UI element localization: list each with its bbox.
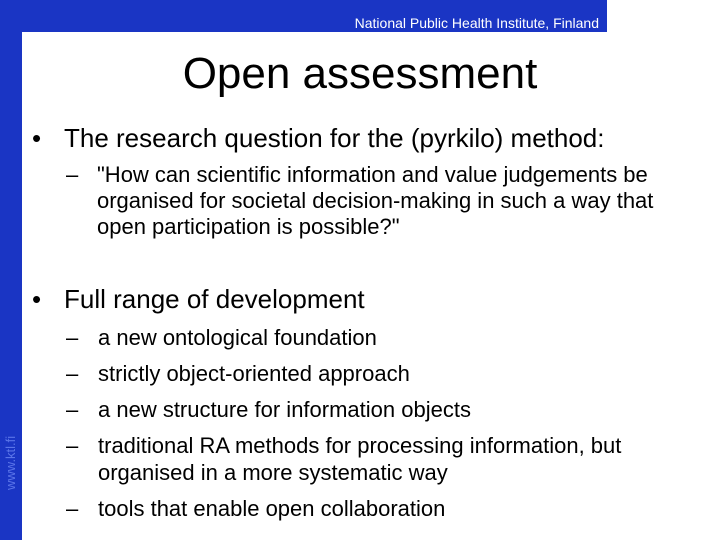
research-question-quote — [66, 162, 676, 240]
website-url: www.ktl.fi — [3, 435, 18, 490]
list-item — [66, 495, 706, 522]
development-list — [66, 324, 706, 531]
dash-marker: – — [66, 162, 79, 187]
slide-title: Open assessment — [182, 49, 538, 98]
list-item — [66, 432, 706, 486]
list-item — [66, 360, 706, 387]
dash-marker: – — [66, 496, 79, 521]
dash-marker: – — [66, 397, 79, 422]
bullet-marker: • — [32, 284, 42, 314]
list-item-text: a new structure for information objects — [98, 397, 471, 422]
list-item-text: traditional RA methods for processing information, but organised in a more systematic way — [98, 433, 622, 485]
dash-marker: – — [66, 361, 79, 386]
dash-marker: – — [66, 433, 79, 458]
list-item — [66, 396, 706, 423]
list-item — [66, 324, 706, 351]
quote-text: "How can scientific information and value judgements be organised for societal decision-making in such a way that open participation is possible?" — [97, 162, 654, 239]
bullet-marker: • — [32, 123, 42, 153]
bullet-research-question — [32, 122, 604, 154]
organization-name: National Public Health Institute, Finland — [354, 15, 599, 31]
bullet-text: The research question for the (pyrkilo) method: — [64, 123, 605, 153]
list-item-text: a new ontological foundation — [98, 325, 377, 350]
bullet-full-range — [32, 283, 365, 315]
bullet-text: Full range of development — [64, 284, 365, 314]
dash-marker: – — [66, 325, 79, 350]
list-item-text: tools that enable open collaboration — [98, 496, 446, 521]
list-item-text: strictly object-oriented approach — [98, 361, 410, 386]
